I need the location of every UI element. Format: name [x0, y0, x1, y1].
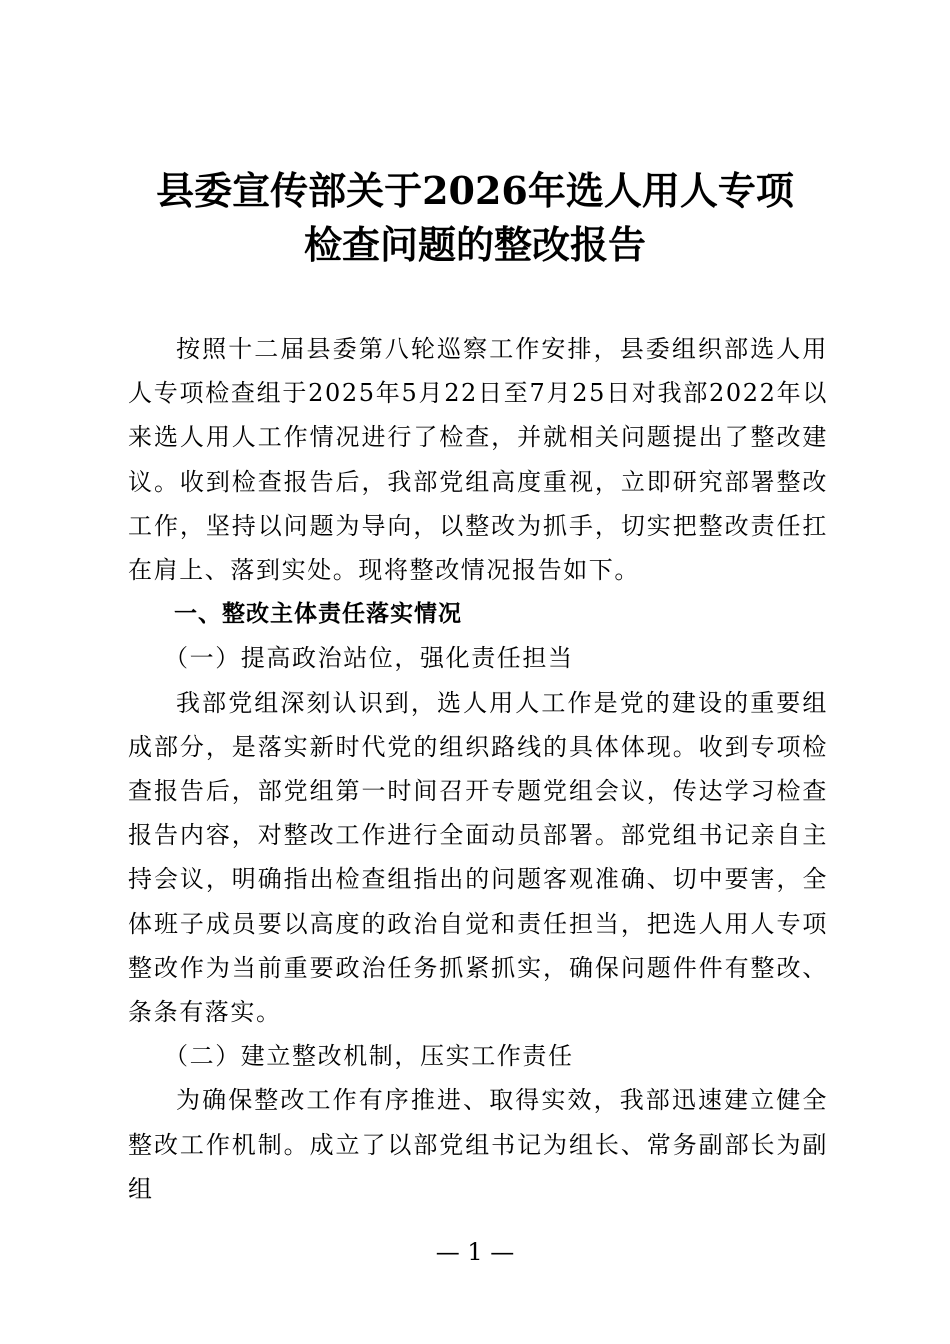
- title-line-1: 县委宣传部关于2026年选人用人专项: [156, 168, 794, 213]
- page-number: — 1 —: [435, 1238, 515, 1266]
- title-line-2: 检查问题的整改报告: [303, 222, 646, 267]
- document-body: [128, 327, 828, 1211]
- document-title: [90, 164, 860, 272]
- subsection-heading-2: （二）建立整改机制，压实工作责任: [164, 1042, 574, 1071]
- section-heading-1: 一、整改主体责任落实情况: [174, 601, 462, 628]
- subsection-1-paragraph: 我部党组深刻认识到，选人用人工作是党的建设的重要组成部分，是落实新时代党的组织路线的具体体现。收到专项检查报告后，部党组第一时间召开专题党组会议，传达学习检查报告内容，对整改工作进行全面动员部署。部党组书记亲自主持会议，明确指出检查组指出的问题客观准确、切中要害，全体班子成员要以高度的政治自觉和责任担当，把选人用人专项整改作为当前重要政治任务抓紧抓实，确保问题件件有整改、条条有落实。: [128, 688, 828, 1027]
- subsection-heading-1: （一）提高政治站位，强化责任担当: [164, 644, 574, 673]
- subsection-2-paragraph: 为确保整改工作有序推进、取得实效，我部迅速建立健全整改工作机制。成立了以部党组书记为组长、常务副部长为副组: [128, 1086, 828, 1203]
- intro-paragraph: 按照十二届县委第八轮巡察工作安排，县委组织部选人用人专项检查组于2025年5月22日至7月25日对我部2022年以来选人用人工作情况进行了检查，并就相关问题提出了整改建议。收到检查报告后，我部党组高度重视，立即研究部署整改工作，坚持以问题为导向，以整改为抓手，切实把整改责任扛在肩上、落到实处。现将整改情况报告如下。: [128, 335, 828, 585]
